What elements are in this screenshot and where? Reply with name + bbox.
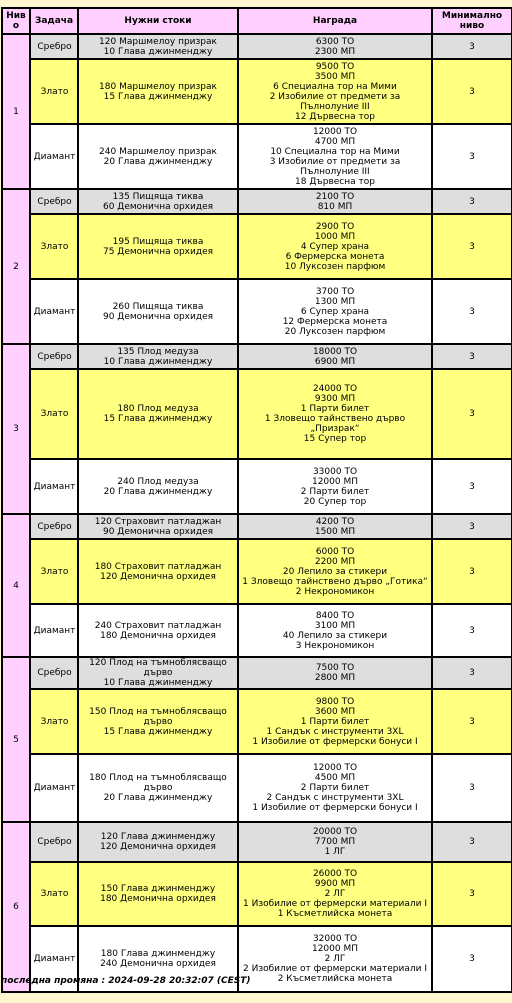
minlevel-cell: 3 [432,189,512,214]
reward-cell: 2100 ТО 810 МП [238,189,432,214]
minlevel-cell: 3 [432,822,512,862]
header-reward: Награда [238,8,432,34]
minlevel-cell: 3 [432,459,512,514]
table-body [2,34,512,992]
reward-cell: 32000 ТО 12000 МП 2 ЛГ 2 Изобилие от фермерски материали I 2 Късметлийска монета [238,926,432,992]
task-cell: Диамант [30,279,78,344]
minlevel-cell: 3 [432,344,512,369]
reward-cell: 9800 ТО 3600 МП 1 Парти билет 1 Сандък с инструменти 3XL 1 Изобилие от фермерски бонуси I [238,689,432,754]
reward-cell: 4200 ТО 1500 МП [238,514,432,539]
task-cell: Злато [30,862,78,926]
reward-cell: 2900 ТО 1000 МП 4 Супер храна 6 Фермерска монета 10 Луксозен парфюм [238,214,432,279]
minlevel-cell: 3 [432,214,512,279]
goods-cell: 120 Страховит патладжан 90 Демонична орхидея [78,514,238,539]
minlevel-cell: 3 [432,369,512,459]
table-row [2,689,512,754]
goods-cell: 260 Пищяща тиква 90 Демонична орхидея [78,279,238,344]
goods-cell: 135 Плод медуза 10 Глава джинменджу [78,344,238,369]
task-cell: Сребро [30,822,78,862]
table-row [2,34,512,59]
task-cell: Сребро [30,189,78,214]
table-row [2,657,512,689]
table-row [2,754,512,822]
level-cell: 5 [2,657,30,822]
task-cell: Сребро [30,344,78,369]
header-minlevel: Минимално ниво [432,8,512,34]
reward-cell: 9500 ТО 3500 МП 6 Специална тор на Мими 2 Изобилие от предмети за Пълнолуние III 12 Дървесна тор [238,59,432,124]
minlevel-cell: 3 [432,754,512,822]
level-cell: 2 [2,189,30,344]
table-row [2,59,512,124]
level-cell: 1 [2,34,30,189]
reward-cell: 12000 ТО 4500 МП 2 Парти билет 2 Сандък с инструменти 3XL 1 Изобилие от фермерски бонуси I [238,754,432,822]
minlevel-cell: 3 [432,539,512,604]
minlevel-cell: 3 [432,862,512,926]
level-cell: 4 [2,514,30,657]
task-cell: Диамант [30,926,78,992]
minlevel-cell: 3 [432,34,512,59]
minlevel-cell: 3 [432,689,512,754]
table-row [2,124,512,189]
minlevel-cell: 3 [432,926,512,992]
task-cell: Злато [30,214,78,279]
goods-cell: 120 Глава джинменджу 120 Демонична орхидея [78,822,238,862]
minlevel-cell: 3 [432,279,512,344]
goods-cell: 180 Страховит патладжан 120 Демонична орхидея [78,539,238,604]
table-row [2,514,512,539]
minlevel-cell: 3 [432,124,512,189]
goods-cell: 195 Пищяща тиква 75 Демонична орхидея [78,214,238,279]
level-cell: 3 [2,344,30,514]
table-row [2,189,512,214]
task-cell: Злато [30,539,78,604]
goods-cell: 150 Плод на тъмноблясващо дърво 15 Глава джинменджу [78,689,238,754]
task-cell: Сребро [30,34,78,59]
reward-cell: 26000 ТО 9900 МП 2 ЛГ 1 Изобилие от фермерски материали I 1 Късметлийска монета [238,862,432,926]
minlevel-cell: 3 [432,604,512,657]
table-row [2,822,512,862]
minlevel-cell: 3 [432,657,512,689]
reward-cell: 12000 ТО 4700 МП 10 Специална тор на Мими 3 Изобилие от предмети за Пълнолуние III 18 Дървесна тор [238,124,432,189]
task-cell: Диамант [30,754,78,822]
reward-cell: 3700 ТО 1300 МП 6 Супер храна 12 Фермерска монета 20 Луксозен парфюм [238,279,432,344]
table-row [2,369,512,459]
goods-cell: 240 Страховит патладжан 180 Демонична орхидея [78,604,238,657]
reward-cell: 6300 ТО 2300 МП [238,34,432,59]
goods-cell: 120 Маршмелоу призрак 10 Глава джинменджу [78,34,238,59]
task-cell: Диамант [30,459,78,514]
task-cell: Сребро [30,514,78,539]
table-header-row [2,8,512,34]
table-row [2,279,512,344]
reward-cell: 8400 ТО 3100 МП 40 Лепило за стикери 3 Некрономикон [238,604,432,657]
level-cell: 6 [2,822,30,992]
goods-cell: 150 Глава джинменджу 180 Демонична орхидея [78,862,238,926]
reward-cell: 33000 ТО 12000 МП 2 Парти билет 20 Супер тор [238,459,432,514]
reward-cell: 24000 ТО 9300 МП 1 Парти билет 1 Зловещо тайнствено дърво „Призрак“ 15 Супер тор [238,369,432,459]
task-cell: Сребро [30,657,78,689]
task-cell: Злато [30,59,78,124]
reward-cell: 18000 ТО 6900 МП [238,344,432,369]
table-row [2,604,512,657]
goods-cell: 120 Плод на тъмноблясващо дърво 10 Глава джинменджу [78,657,238,689]
goods-cell: 180 Маршмелоу призрак 15 Глава джинменджу [78,59,238,124]
table-row [2,344,512,369]
goods-cell: 135 Пищяща тиква 60 Демонична орхидея [78,189,238,214]
table-row [2,539,512,604]
task-cell: Злато [30,689,78,754]
reward-cell: 20000 ТО 7700 МП 1 ЛГ [238,822,432,862]
goods-cell: 180 Глава джинменджу 240 Демонична орхидея [78,926,238,992]
goods-cell: 180 Плод медуза 15 Глава джинменджу [78,369,238,459]
reward-cell: 7500 ТО 2800 МП [238,657,432,689]
table-row [2,459,512,514]
last-modified: последна промяна : 2024-09-28 20:32:07 (CEST) [1,976,251,986]
reward-cell: 6000 ТО 2200 МП 20 Лепило за стикери 1 Зловещо тайнствено дърво „Готика“ 2 Некрономикон [238,539,432,604]
minlevel-cell: 3 [432,514,512,539]
task-cell: Злато [30,369,78,459]
table-row [2,214,512,279]
task-cell: Диамант [30,124,78,189]
header-goods: Нужни стоки [78,8,238,34]
rewards-table [1,7,512,993]
goods-cell: 240 Плод медуза 20 Глава джинменджу [78,459,238,514]
task-cell: Диамант [30,604,78,657]
goods-cell: 240 Маршмелоу призрак 20 Глава джинменджу [78,124,238,189]
goods-cell: 180 Плод на тъмноблясващо дърво 20 Глава джинменджу [78,754,238,822]
header-task: Задача [30,8,78,34]
header-level: Ниво [2,8,30,34]
minlevel-cell: 3 [432,59,512,124]
table-row [2,862,512,926]
